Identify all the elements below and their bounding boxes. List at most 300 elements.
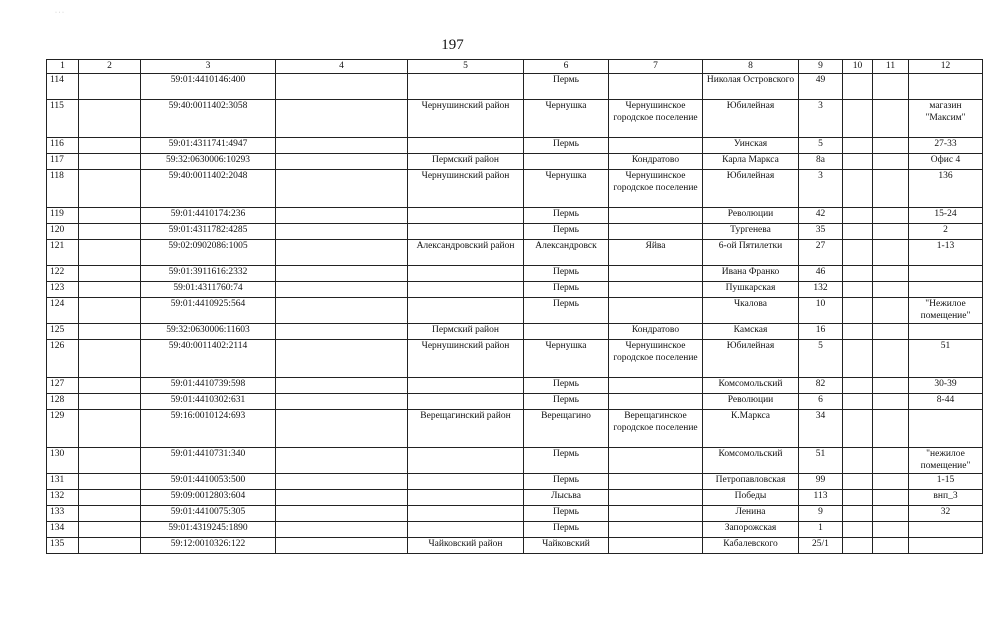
- table-cell-col-7: Чернушинское городское поселение: [609, 99, 703, 137]
- table-cell-col-5: [408, 137, 524, 153]
- table-row: [47, 281, 983, 297]
- table-cell-col-1: 133: [47, 505, 79, 521]
- table-cell-col-4: [276, 223, 408, 239]
- table-cell-col-9: 5: [799, 137, 843, 153]
- table-cell-col-11: [873, 339, 909, 377]
- table-cell-col-10: [843, 239, 873, 265]
- table-cell-col-5: Александровский район: [408, 239, 524, 265]
- table-cell-col-1: 128: [47, 393, 79, 409]
- table-cell-col-8: 6-ой Пятилетки: [703, 239, 799, 265]
- table-cell-col-9: 27: [799, 239, 843, 265]
- table-cell-col-6: Пермь: [524, 447, 609, 473]
- table-cell-col-12: 15-24: [909, 207, 983, 223]
- table-cell-col-7: [609, 537, 703, 553]
- table-row: [47, 73, 983, 99]
- table-cell-col-11: [873, 377, 909, 393]
- table-cell-col-3: 59:32:0630006:11603: [141, 323, 276, 339]
- table-cell-col-1: 120: [47, 223, 79, 239]
- table-cell-col-4: [276, 393, 408, 409]
- table-cell-col-1: 118: [47, 169, 79, 207]
- table-row: [47, 153, 983, 169]
- table-cell-col-4: [276, 377, 408, 393]
- column-header-6: 6: [524, 60, 609, 74]
- table-cell-col-12: 32: [909, 505, 983, 521]
- table-cell-col-7: [609, 207, 703, 223]
- table-cell-col-4: [276, 153, 408, 169]
- table-cell-col-3: 59:01:4410739:598: [141, 377, 276, 393]
- table-cell-col-4: [276, 409, 408, 447]
- table-cell-col-10: [843, 489, 873, 505]
- table-cell-col-12: [909, 537, 983, 553]
- table-cell-col-3: 59:01:4410146:400: [141, 73, 276, 99]
- table-cell-col-7: [609, 521, 703, 537]
- table-row: [47, 297, 983, 323]
- table-cell-col-8: Уинская: [703, 137, 799, 153]
- table-cell-col-12: 1-15: [909, 473, 983, 489]
- column-header-8: 8: [703, 60, 799, 74]
- table-cell-col-1: 126: [47, 339, 79, 377]
- table-cell-col-11: [873, 207, 909, 223]
- table-cell-col-1: 125: [47, 323, 79, 339]
- table-cell-col-6: Пермь: [524, 393, 609, 409]
- table-cell-col-10: [843, 265, 873, 281]
- table-cell-col-8: Комсомольский: [703, 447, 799, 473]
- table-row: [47, 377, 983, 393]
- table-cell-col-5: Пермский район: [408, 323, 524, 339]
- column-header-10: 10: [843, 60, 873, 74]
- table-cell-col-12: магазин "Максим": [909, 99, 983, 137]
- table-cell-col-7: [609, 265, 703, 281]
- table-cell-col-5: [408, 447, 524, 473]
- table-cell-col-11: [873, 473, 909, 489]
- table-cell-col-7: [609, 73, 703, 99]
- table-cell-col-5: [408, 377, 524, 393]
- table-cell-col-1: 115: [47, 99, 79, 137]
- table-cell-col-2: [79, 323, 141, 339]
- table-cell-col-9: 82: [799, 377, 843, 393]
- table-cell-col-6: [524, 153, 609, 169]
- table-cell-col-7: [609, 137, 703, 153]
- table-cell-col-10: [843, 207, 873, 223]
- table-cell-col-6: Чернушка: [524, 169, 609, 207]
- table-cell-col-6: Пермь: [524, 377, 609, 393]
- table-cell-col-11: [873, 281, 909, 297]
- table-cell-col-9: 3: [799, 99, 843, 137]
- table-body: [47, 73, 983, 553]
- table-cell-col-8: Юбилейная: [703, 99, 799, 137]
- table-cell-col-9: 6: [799, 393, 843, 409]
- table-row: [47, 339, 983, 377]
- table-cell-col-3: 59:02:0902086:1005: [141, 239, 276, 265]
- table-row: [47, 521, 983, 537]
- table-cell-col-7: [609, 393, 703, 409]
- table-row: [47, 447, 983, 473]
- table-cell-col-6: Пермь: [524, 265, 609, 281]
- table-cell-col-5: [408, 521, 524, 537]
- table-cell-col-3: 59:01:4410174:236: [141, 207, 276, 223]
- table-cell-col-3: 59:40:0011402:2048: [141, 169, 276, 207]
- table-cell-col-2: [79, 521, 141, 537]
- table-row: [47, 489, 983, 505]
- table-cell-col-11: [873, 297, 909, 323]
- table-cell-col-6: Чернушка: [524, 339, 609, 377]
- table-cell-col-8: Запорожская: [703, 521, 799, 537]
- table-cell-col-2: [79, 297, 141, 323]
- table-cell-col-5: [408, 505, 524, 521]
- table-cell-col-12: "нежилое помещение": [909, 447, 983, 473]
- table-cell-col-2: [79, 281, 141, 297]
- table-cell-col-5: [408, 393, 524, 409]
- table-cell-col-11: [873, 323, 909, 339]
- table-cell-col-10: [843, 505, 873, 521]
- table-cell-col-6: Пермь: [524, 73, 609, 99]
- table-cell-col-1: 130: [47, 447, 79, 473]
- table-cell-col-11: [873, 239, 909, 265]
- table-cell-col-5: [408, 489, 524, 505]
- table-cell-col-12: 136: [909, 169, 983, 207]
- table-cell-col-11: [873, 489, 909, 505]
- table-cell-col-5: [408, 281, 524, 297]
- table-cell-col-10: [843, 473, 873, 489]
- table-cell-col-12: [909, 265, 983, 281]
- table-cell-col-1: 135: [47, 537, 79, 553]
- table-cell-col-10: [843, 377, 873, 393]
- table-cell-col-7: [609, 505, 703, 521]
- column-header-2: 2: [79, 60, 141, 74]
- table-cell-col-6: Верещагино: [524, 409, 609, 447]
- table-cell-col-11: [873, 505, 909, 521]
- table-cell-col-11: [873, 153, 909, 169]
- table-cell-col-8: Чкалова: [703, 297, 799, 323]
- table-cell-col-6: Пермь: [524, 281, 609, 297]
- table-cell-col-7: [609, 447, 703, 473]
- table-cell-col-5: Чайковский район: [408, 537, 524, 553]
- table-cell-col-2: [79, 447, 141, 473]
- table-cell-col-10: [843, 137, 873, 153]
- page-number: 197: [441, 37, 464, 53]
- table-cell-col-11: [873, 447, 909, 473]
- table-cell-col-4: [276, 137, 408, 153]
- table-cell-col-4: [276, 169, 408, 207]
- table-cell-col-9: 132: [799, 281, 843, 297]
- table-cell-col-6: [524, 323, 609, 339]
- table-cell-col-3: 59:16:0010124:693: [141, 409, 276, 447]
- registry-table: [46, 59, 983, 554]
- table-cell-col-11: [873, 537, 909, 553]
- table-cell-col-7: Кондратово: [609, 153, 703, 169]
- header-row: [47, 60, 983, 74]
- table-cell-col-5: [408, 297, 524, 323]
- table-cell-col-10: [843, 323, 873, 339]
- table-cell-col-12: [909, 281, 983, 297]
- table-cell-col-9: 25/1: [799, 537, 843, 553]
- table-cell-col-3: 59:01:4319245:1890: [141, 521, 276, 537]
- table-cell-col-12: "Нежилое помещение": [909, 297, 983, 323]
- table-cell-col-2: [79, 339, 141, 377]
- table-cell-col-2: [79, 409, 141, 447]
- table-cell-col-10: [843, 447, 873, 473]
- table-cell-col-8: Революции: [703, 393, 799, 409]
- table-cell-col-3: 59:01:3911616:2332: [141, 265, 276, 281]
- table-cell-col-12: 27-33: [909, 137, 983, 153]
- table-cell-col-10: [843, 169, 873, 207]
- table-cell-col-9: 3: [799, 169, 843, 207]
- table-cell-col-1: 117: [47, 153, 79, 169]
- table-cell-col-7: Яйва: [609, 239, 703, 265]
- table-cell-col-7: [609, 489, 703, 505]
- table-cell-col-4: [276, 489, 408, 505]
- table-cell-col-9: 8а: [799, 153, 843, 169]
- table-cell-col-4: [276, 239, 408, 265]
- table-cell-col-7: [609, 297, 703, 323]
- table-cell-col-10: [843, 537, 873, 553]
- table-row: [47, 169, 983, 207]
- table-cell-col-1: 132: [47, 489, 79, 505]
- table-cell-col-2: [79, 377, 141, 393]
- table-cell-col-5: Чернушинский район: [408, 99, 524, 137]
- table-cell-col-5: [408, 223, 524, 239]
- table-cell-col-9: 35: [799, 223, 843, 239]
- table-cell-col-8: Тургенева: [703, 223, 799, 239]
- column-header-9: 9: [799, 60, 843, 74]
- table-cell-col-12: [909, 521, 983, 537]
- table-row: [47, 473, 983, 489]
- table-cell-col-4: [276, 207, 408, 223]
- table-cell-col-4: [276, 505, 408, 521]
- table-cell-col-3: 59:01:4311782:4285: [141, 223, 276, 239]
- table-cell-col-9: 9: [799, 505, 843, 521]
- table-cell-col-11: [873, 99, 909, 137]
- table-cell-col-1: 131: [47, 473, 79, 489]
- table-row: [47, 505, 983, 521]
- table-row: [47, 223, 983, 239]
- table-cell-col-1: 114: [47, 73, 79, 99]
- table-cell-col-5: [408, 265, 524, 281]
- table-cell-col-9: 99: [799, 473, 843, 489]
- table-cell-col-11: [873, 409, 909, 447]
- table-cell-col-9: 46: [799, 265, 843, 281]
- table-cell-col-1: 124: [47, 297, 79, 323]
- column-header-5: 5: [408, 60, 524, 74]
- table-cell-col-7: [609, 223, 703, 239]
- table-cell-col-8: Юбилейная: [703, 339, 799, 377]
- table-cell-col-5: Чернушинский район: [408, 339, 524, 377]
- table-cell-col-2: [79, 137, 141, 153]
- table-cell-col-7: Чернушинское городское поселение: [609, 339, 703, 377]
- table-cell-col-6: Пермь: [524, 297, 609, 323]
- table-cell-col-6: Пермь: [524, 473, 609, 489]
- table-cell-col-1: 122: [47, 265, 79, 281]
- table-cell-col-6: Пермь: [524, 521, 609, 537]
- table-cell-col-2: [79, 207, 141, 223]
- table-cell-col-2: [79, 393, 141, 409]
- table-cell-col-9: 113: [799, 489, 843, 505]
- table-cell-col-2: [79, 505, 141, 521]
- table-cell-col-12: Офис 4: [909, 153, 983, 169]
- table-cell-col-8: Кабалевского: [703, 537, 799, 553]
- table-cell-col-9: 34: [799, 409, 843, 447]
- table-cell-col-1: 134: [47, 521, 79, 537]
- table-cell-col-1: 127: [47, 377, 79, 393]
- scan-artifact: · · ·: [55, 10, 64, 16]
- table-cell-col-2: [79, 99, 141, 137]
- table-cell-col-5: Пермский район: [408, 153, 524, 169]
- table-cell-col-9: 5: [799, 339, 843, 377]
- table-cell-col-8: Комсомольский: [703, 377, 799, 393]
- table-cell-col-7: Кондратово: [609, 323, 703, 339]
- table-cell-col-12: [909, 409, 983, 447]
- table-cell-col-1: 116: [47, 137, 79, 153]
- table-cell-col-9: 1: [799, 521, 843, 537]
- table-cell-col-8: Петропавловская: [703, 473, 799, 489]
- table-row: [47, 99, 983, 137]
- table-cell-col-3: 59:12:0010326:122: [141, 537, 276, 553]
- table-cell-col-6: Пермь: [524, 207, 609, 223]
- table-cell-col-7: [609, 377, 703, 393]
- table-cell-col-2: [79, 153, 141, 169]
- table-cell-col-10: [843, 521, 873, 537]
- table-cell-col-12: [909, 73, 983, 99]
- table-cell-col-8: Камская: [703, 323, 799, 339]
- table-cell-col-10: [843, 409, 873, 447]
- column-header-7: 7: [609, 60, 703, 74]
- table-cell-col-10: [843, 153, 873, 169]
- table-cell-col-4: [276, 323, 408, 339]
- table-cell-col-9: 51: [799, 447, 843, 473]
- table-cell-col-11: [873, 223, 909, 239]
- table-row: [47, 323, 983, 339]
- table-cell-col-4: [276, 339, 408, 377]
- table-cell-col-5: [408, 473, 524, 489]
- table-cell-col-8: Ивана Франко: [703, 265, 799, 281]
- table-cell-col-4: [276, 537, 408, 553]
- table-cell-col-10: [843, 99, 873, 137]
- table-cell-col-7: Верещагинское городское поселение: [609, 409, 703, 447]
- table-cell-col-5: Верещагинский район: [408, 409, 524, 447]
- table-cell-col-8: Ленина: [703, 505, 799, 521]
- table-cell-col-2: [79, 265, 141, 281]
- table-cell-col-12: 51: [909, 339, 983, 377]
- table-cell-col-10: [843, 223, 873, 239]
- table-cell-col-5: [408, 73, 524, 99]
- table-cell-col-8: Пушкарская: [703, 281, 799, 297]
- table-row: [47, 137, 983, 153]
- column-header-1: 1: [47, 60, 79, 74]
- table-cell-col-12: [909, 323, 983, 339]
- table-cell-col-10: [843, 339, 873, 377]
- table-cell-col-6: Александровск: [524, 239, 609, 265]
- table-cell-col-4: [276, 281, 408, 297]
- table-cell-col-8: Юбилейная: [703, 169, 799, 207]
- table-cell-col-8: Карла Маркса: [703, 153, 799, 169]
- table-cell-col-2: [79, 537, 141, 553]
- table-cell-col-7: [609, 281, 703, 297]
- table-cell-col-2: [79, 489, 141, 505]
- table-cell-col-6: Пермь: [524, 223, 609, 239]
- table-cell-col-6: Лысьва: [524, 489, 609, 505]
- table-cell-col-4: [276, 447, 408, 473]
- column-header-12: 12: [909, 60, 983, 74]
- table-cell-col-3: 59:01:4410302:631: [141, 393, 276, 409]
- column-header-11: 11: [873, 60, 909, 74]
- table-cell-col-1: 123: [47, 281, 79, 297]
- table-cell-col-12: 30-39: [909, 377, 983, 393]
- table-cell-col-9: 49: [799, 73, 843, 99]
- table-cell-col-2: [79, 223, 141, 239]
- table-cell-col-3: 59:32:0630006:10293: [141, 153, 276, 169]
- table-cell-col-3: 59:01:4410731:340: [141, 447, 276, 473]
- table-cell-col-6: Пермь: [524, 505, 609, 521]
- table-cell-col-1: 119: [47, 207, 79, 223]
- table-cell-col-6: Чайковский: [524, 537, 609, 553]
- table-cell-col-3: 59:01:4311741:4947: [141, 137, 276, 153]
- table-cell-col-12: 8-44: [909, 393, 983, 409]
- table-row: [47, 409, 983, 447]
- table-cell-col-4: [276, 265, 408, 281]
- table-cell-col-8: К.Маркса: [703, 409, 799, 447]
- table-cell-col-7: Чернушинское городское поселение: [609, 169, 703, 207]
- table-cell-col-12: 1-13: [909, 239, 983, 265]
- table-cell-col-10: [843, 73, 873, 99]
- table-cell-col-11: [873, 265, 909, 281]
- table-cell-col-3: 59:01:4311760:74: [141, 281, 276, 297]
- table-cell-col-3: 59:09:0012803:604: [141, 489, 276, 505]
- table-cell-col-3: 59:01:4410075:305: [141, 505, 276, 521]
- table-cell-col-2: [79, 73, 141, 99]
- table-cell-col-7: [609, 473, 703, 489]
- table-cell-col-3: 59:40:0011402:3058: [141, 99, 276, 137]
- table-cell-col-9: 16: [799, 323, 843, 339]
- table-cell-col-8: Николая Островского: [703, 73, 799, 99]
- table-cell-col-3: 59:01:4410053:500: [141, 473, 276, 489]
- table-cell-col-4: [276, 297, 408, 323]
- table-cell-col-4: [276, 473, 408, 489]
- column-header-3: 3: [141, 60, 276, 74]
- table-cell-col-12: 2: [909, 223, 983, 239]
- table-cell-col-8: Революции: [703, 207, 799, 223]
- table-cell-col-1: 129: [47, 409, 79, 447]
- table-cell-col-8: Победы: [703, 489, 799, 505]
- table-cell-col-11: [873, 73, 909, 99]
- table-row: [47, 537, 983, 553]
- table-cell-col-3: 59:40:0011402:2114: [141, 339, 276, 377]
- table-cell-col-3: 59:01:4410925:564: [141, 297, 276, 323]
- table-cell-col-11: [873, 169, 909, 207]
- table-cell-col-10: [843, 297, 873, 323]
- table-cell-col-5: Чернушинский район: [408, 169, 524, 207]
- table-cell-col-6: Пермь: [524, 137, 609, 153]
- table-row: [47, 207, 983, 223]
- table-cell-col-10: [843, 393, 873, 409]
- table-cell-col-9: 10: [799, 297, 843, 323]
- table-cell-col-1: 121: [47, 239, 79, 265]
- table-cell-col-9: 42: [799, 207, 843, 223]
- table-cell-col-5: [408, 207, 524, 223]
- table-cell-col-11: [873, 393, 909, 409]
- table-cell-col-11: [873, 137, 909, 153]
- table-cell-col-2: [79, 239, 141, 265]
- table-cell-col-2: [79, 473, 141, 489]
- table-cell-col-2: [79, 169, 141, 207]
- table-cell-col-6: Чернушка: [524, 99, 609, 137]
- table-cell-col-10: [843, 281, 873, 297]
- table-row: [47, 393, 983, 409]
- table-row: [47, 265, 983, 281]
- table-cell-col-11: [873, 521, 909, 537]
- table-cell-col-4: [276, 99, 408, 137]
- table-cell-col-4: [276, 73, 408, 99]
- table-cell-col-12: внп_3: [909, 489, 983, 505]
